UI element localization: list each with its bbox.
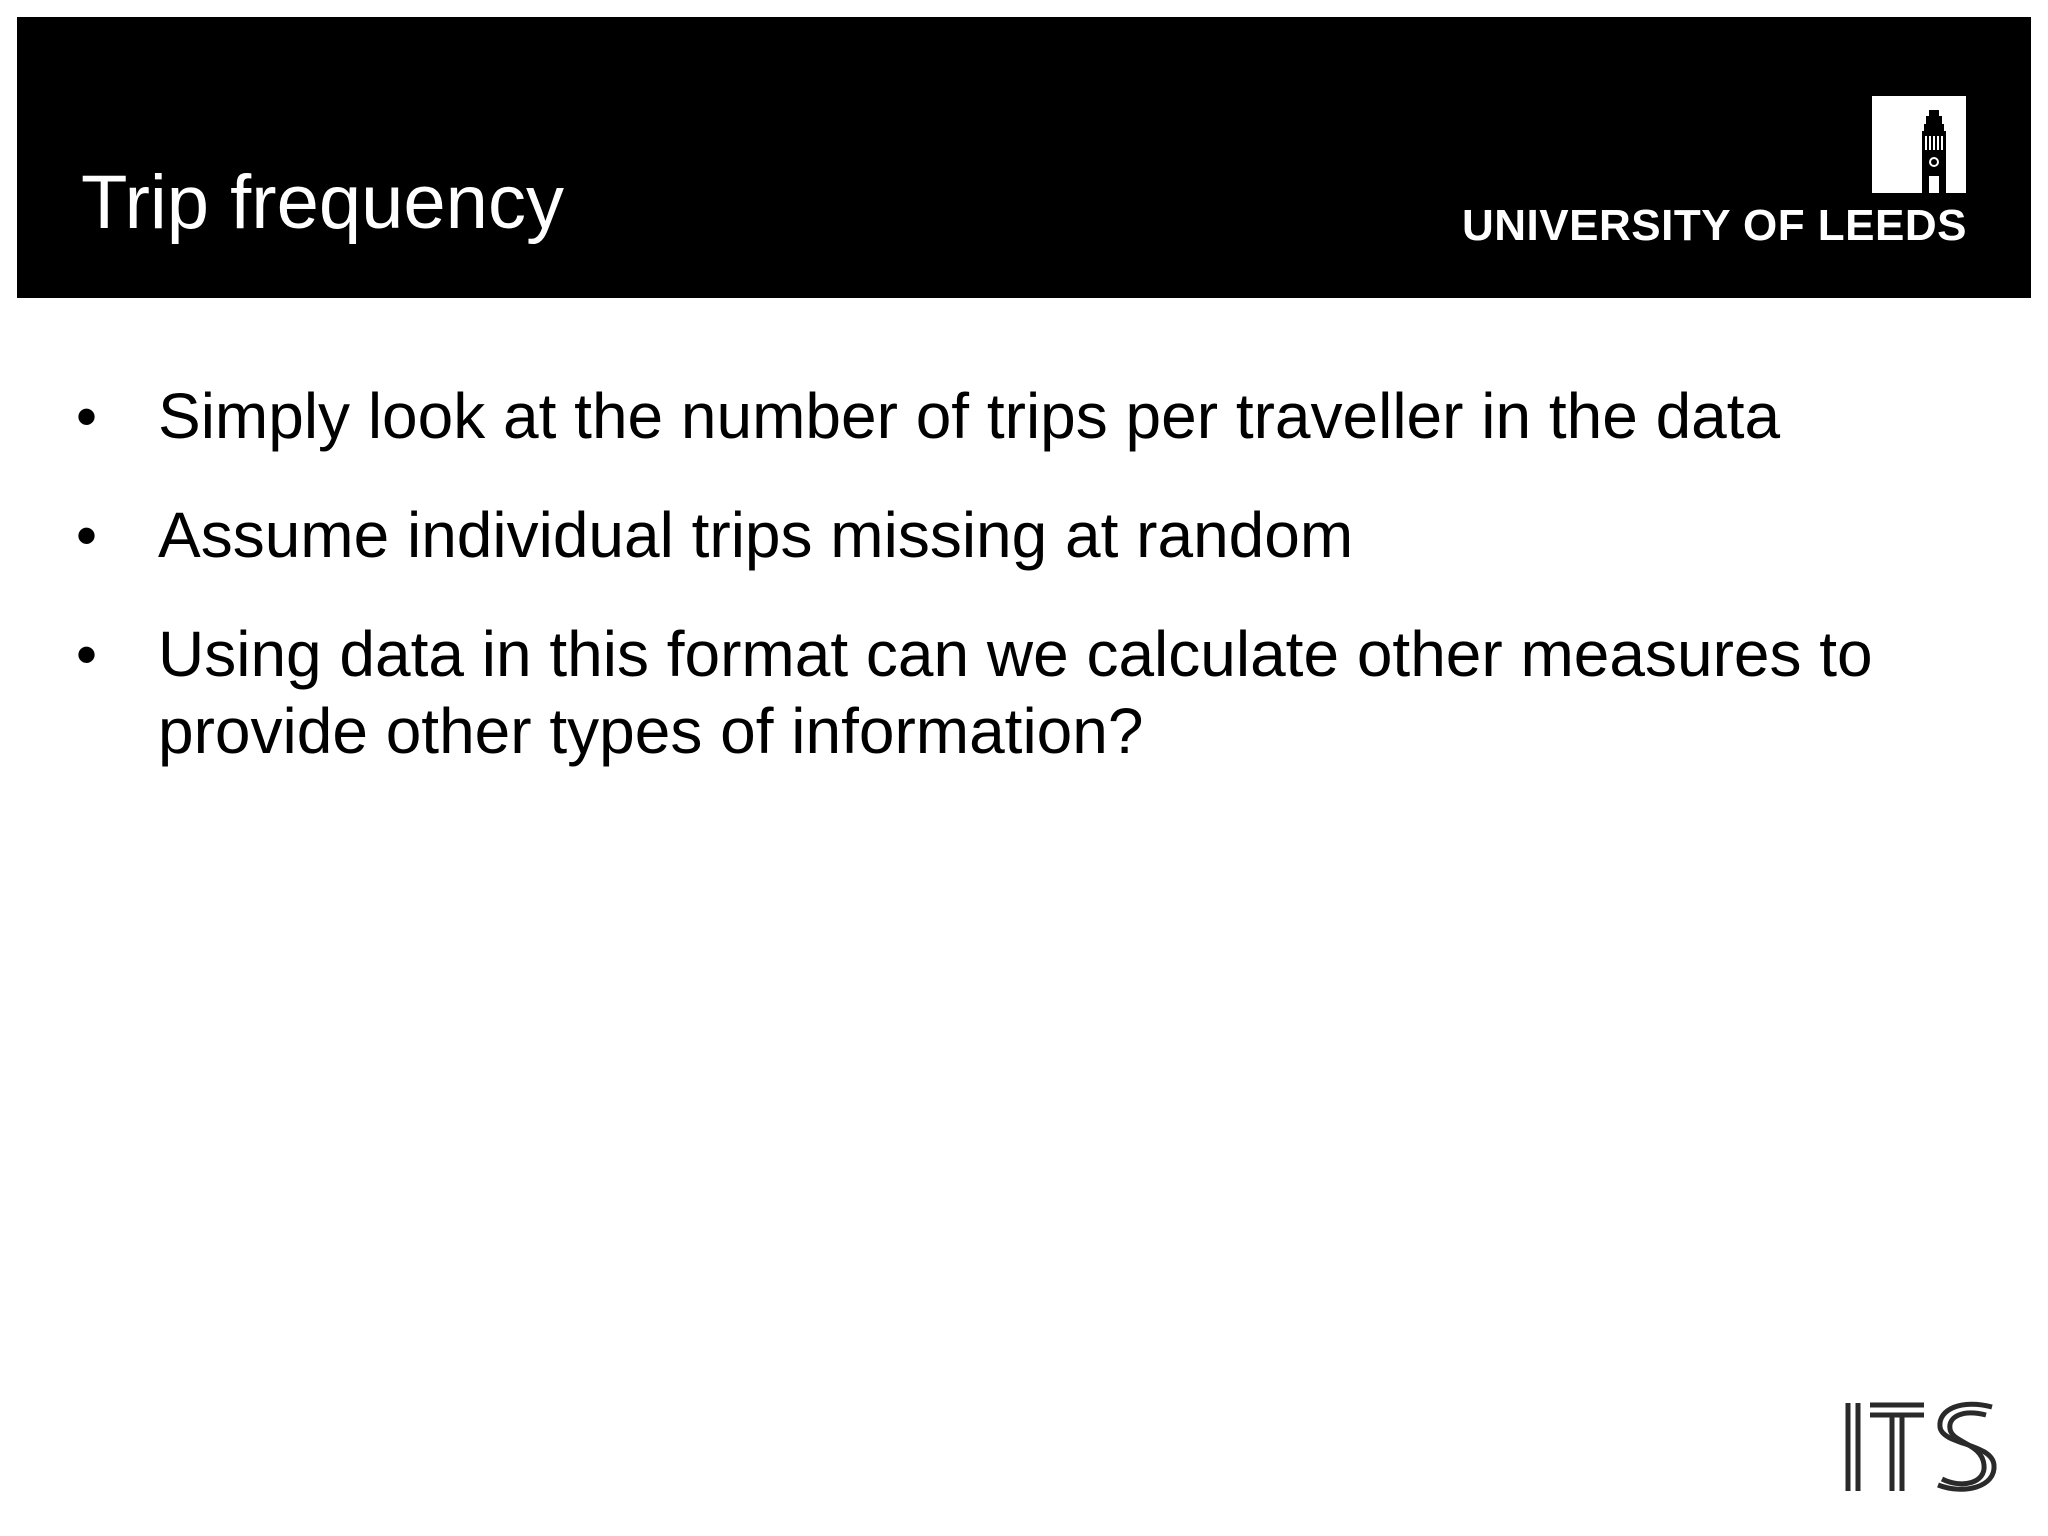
slide-title: Trip frequency (81, 160, 564, 245)
its-logo-graphic (1842, 1399, 2002, 1495)
university-wordmark: UNIVERSITY OF LEEDS (1462, 201, 1967, 250)
tower-icon (1872, 96, 1966, 193)
bullet-text: Simply look at the number of trips per traveller in the data (158, 380, 1781, 452)
bullet-item (76, 616, 1976, 770)
university-logo (1450, 96, 1980, 256)
bullet-list (76, 378, 1976, 812)
bullet-item (76, 497, 1976, 574)
bullet-marker: • (76, 621, 98, 688)
bullet-marker: • (76, 502, 98, 569)
bullet-text: Using data in this format can we calculate other measures to provide other types of information? (158, 618, 1873, 767)
bullet-text: Assume individual trips missing at random (158, 499, 1354, 571)
its-logo (1842, 1399, 2002, 1495)
bullet-item (76, 378, 1976, 455)
bullet-marker: • (76, 383, 98, 450)
